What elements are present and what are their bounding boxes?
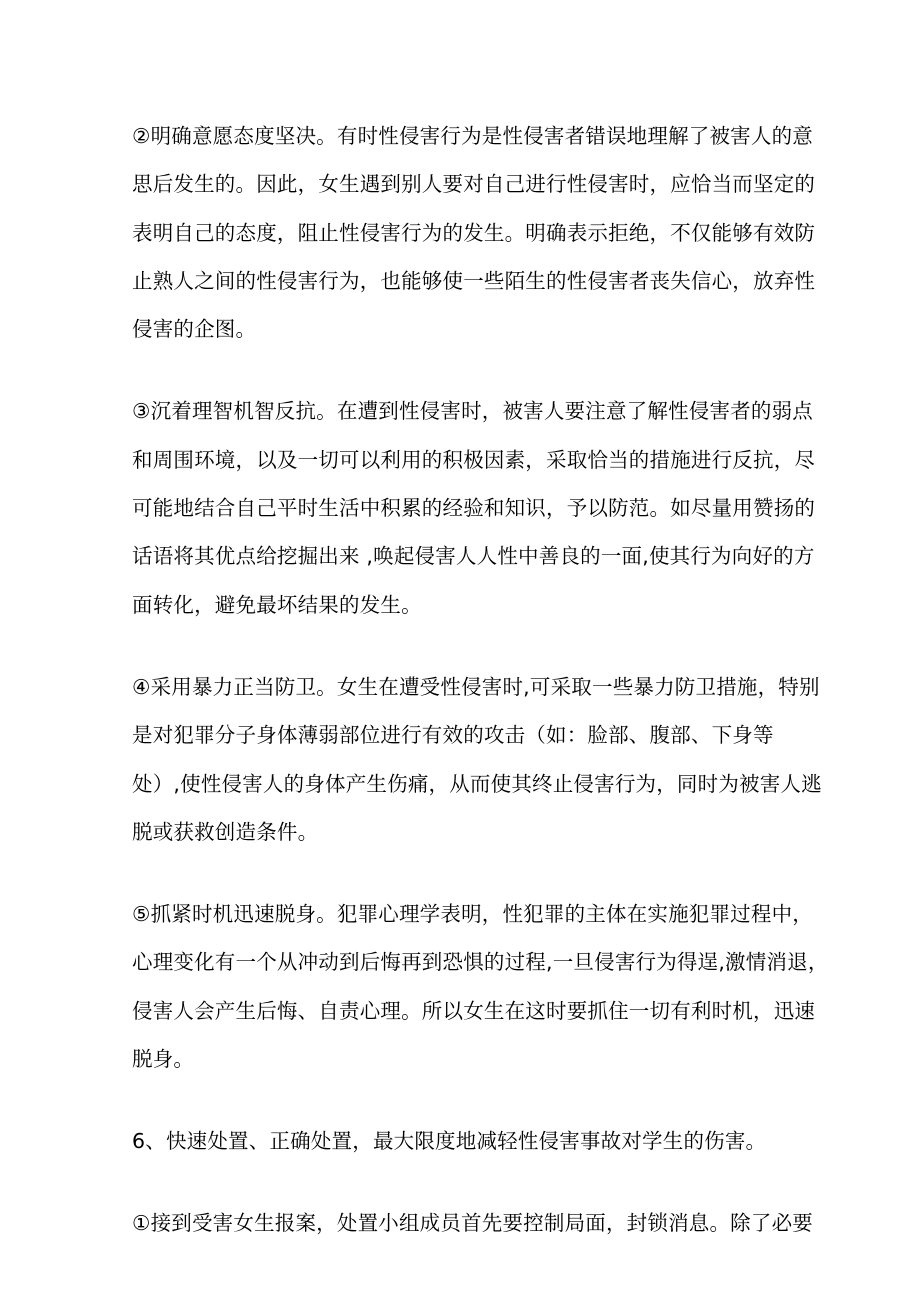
text-line: 思后发生的。因此，女生遇到别人要对自己进行性侵害时，应恰当而坚定的 [132,172,816,197]
paragraph-item-5 [132,890,829,1083]
text-line: 脱或获救创造条件。 [132,819,319,844]
text-line: ②明确意愿态度坚决。有时性侵害行为是性侵害者错误地理解了被害人的意 [132,124,813,148]
paragraph-item-1 [132,1199,813,1247]
document-page [132,112,829,1280]
text-line: 话语将其优点给挖掘出来 ,唤起侵害人人性中善良的一面,使其行为向好的方 [132,544,815,569]
text-line: 可能地结合自己平时生活中积累的经验和知识，予以防范。如尽量用赞扬的 [132,496,816,521]
text-line: 6、快速处置、正确处置，最大限度地减轻性侵害事故对学生的伤害。 [132,1129,767,1154]
text-line: 是对犯罪分子身体薄弱部位进行有效的攻击（如：脸部、腹部、下身等 [132,723,774,748]
text-line: ⑤抓紧时机迅速脱身。犯罪心理学表明，性犯罪的主体在实施犯罪过程中， [132,902,813,927]
text-line: 面转化，避免最坏结果的发生。 [132,592,422,617]
text-line: ③沉着理智机智反抗。在遭到性侵害时，被害人要注意了解性侵害者的弱点 [132,399,813,424]
text-line: ④采用暴力正当防卫。女生在遭受性侵害时,可采取一些暴力防卫措施，特别 [132,674,820,699]
text-line: 心理变化有一个从冲动到后悔再到恐惧的过程,一旦侵害行为得逞,激情消退， [132,950,829,975]
text-line: 侵害人会产生后悔、自责心理。所以女生在这时要抓住一切有利时机，迅速 [132,998,816,1023]
section-heading-6 [132,1117,804,1165]
text-line: ①接到受害女生报案，处置小组成员首先要控制局面，封锁消息。除了必要 [132,1210,813,1235]
paragraph-item-4 [132,663,822,856]
paragraph-item-3 [132,387,816,628]
text-line: 止熟人之间的性侵害行为，也能够使一些陌生的性侵害者丧失信心，放弃性 [132,268,816,293]
text-line: 和周围环境，以及一切可以利用的积极因素，采取恰当的措施进行反抗，尽 [132,447,816,472]
text-line: 处）,使性侵害人的身体产生伤痛，从而使其终止侵害行为，同时为被害人逃 [132,771,822,796]
text-line: 侵害的企图。 [132,317,257,342]
text-line: 脱身。 [132,1047,195,1072]
paragraph-item-2 [132,112,816,353]
text-line: 表明自己的态度，阻止性侵害行为的发生。明确表示拒绝，不仅能够有效防 [132,220,816,245]
